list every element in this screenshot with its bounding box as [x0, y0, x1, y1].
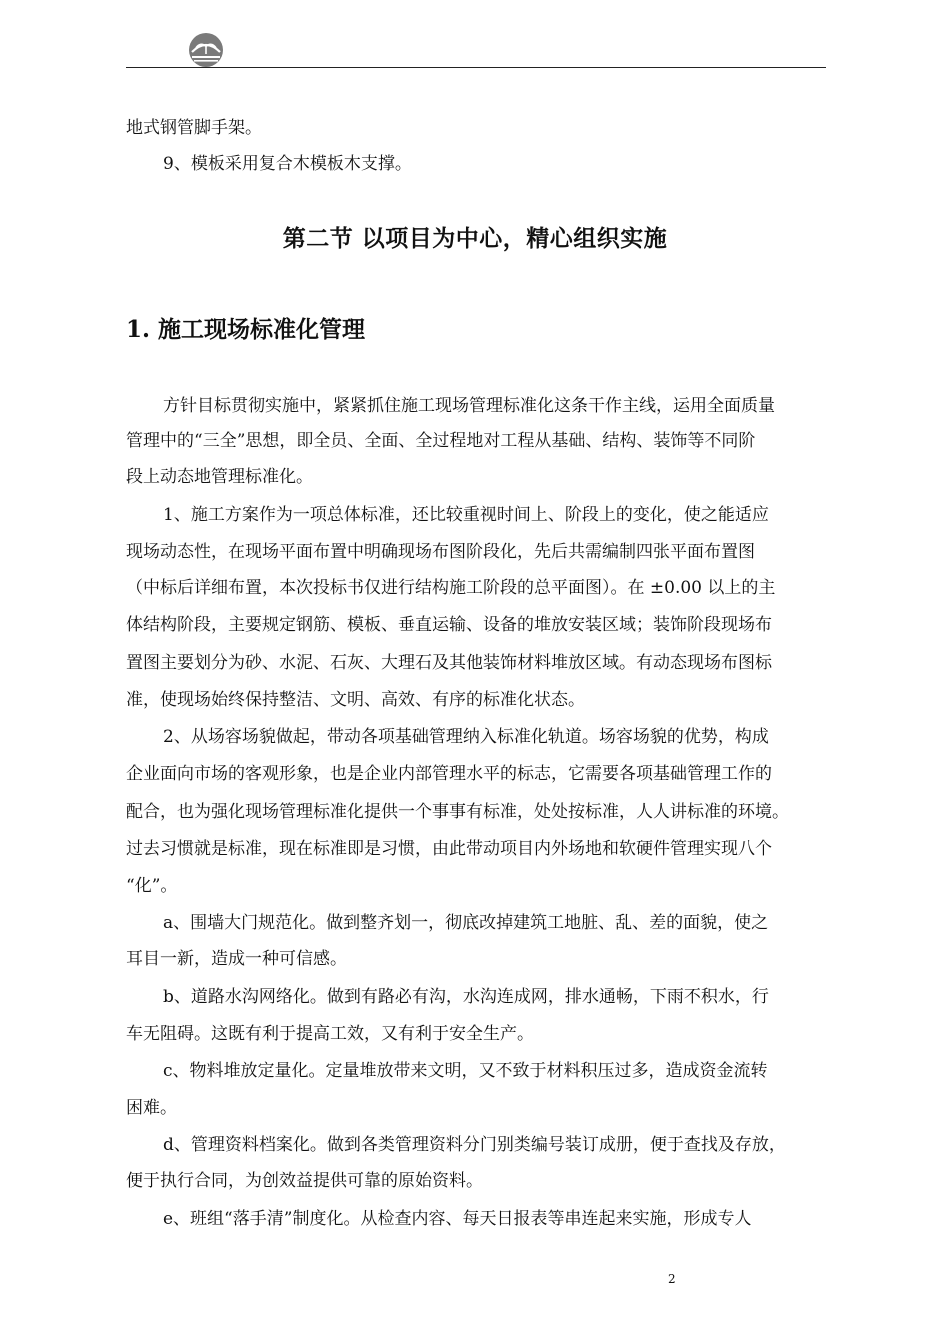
paragraph-line: 现场动态性，在现场平面布置中明确现场布图阶段化，先后共需编制四张平面布置图	[126, 542, 755, 562]
paragraph-line: 耳目一新，造成一种可信感。	[126, 949, 347, 969]
paragraph-line: 2、从场容场貌做起，带动各项基础管理纳入标准化轨道。场容场貌的优势，构成	[163, 727, 769, 747]
paragraph-line: 准，使现场始终保持整洁、文明、高效、有序的标准化状态。	[126, 690, 585, 710]
paragraph-line: 困难。	[126, 1098, 177, 1118]
paragraph-line: 方针目标贯彻实施中，紧紧抓住施工现场管理标准化这条干作主线，运用全面质量	[163, 396, 775, 416]
paragraph-line: b、道路水沟网络化。做到有路必有沟，水沟连成网，排水通畅，下雨不积水，行	[163, 987, 769, 1007]
paragraph-line: 企业面向市场的客观形象，也是企业内部管理水平的标志，它需要各项基础管理工作的	[126, 764, 772, 784]
page-number: 2	[668, 1272, 676, 1286]
paragraph-line: 置图主要划分为砂、水泥、石灰、大理石及其他装饰材料堆放区域。有动态现场布图标	[126, 653, 772, 673]
paragraph-line: “化”。	[126, 876, 178, 896]
paragraph-line: d、管理资料档案化。做到各类管理资料分门别类编号装订成册，便于查找及存放，	[163, 1135, 786, 1155]
paragraph-line: 体结构阶段，主要规定钢筋、模板、垂直运输、设备的堆放安装区域；装饰阶段现场布	[126, 615, 772, 635]
company-emblem-icon	[186, 32, 226, 68]
body-line: 9、模板采用复合木模板木支撑。	[163, 154, 412, 174]
paragraph-line: 便于执行合同，为创效益提供可靠的原始资料。	[126, 1171, 483, 1191]
paragraph-line: （中标后详细布置，本次投标书仅进行结构施工阶段的总平面图）。在 ±0.00 以上的主	[126, 578, 776, 598]
section-title: 第二节 以项目为中心，精心组织实施	[282, 226, 668, 252]
paragraph-line: 1、施工方案作为一项总体标准，还比较重视时间上、阶段上的变化，使之能适应	[163, 505, 769, 525]
paragraph-line: 管理中的“三全”思想，即全员、全面、全过程地对工程从基础、结构、装饰等不同阶	[126, 431, 756, 451]
body-line: 地式钢管脚手架。	[126, 118, 262, 138]
subsection-title: 1. 施工现场标准化管理	[126, 316, 366, 343]
paragraph-line: 车无阻碍。这既有利于提高工效，又有利于安全生产。	[126, 1024, 534, 1044]
paragraph-line: c、物料堆放定量化。定量堆放带来文明，又不致于材料积压过多，造成资金流转	[163, 1061, 768, 1081]
paragraph-line: 过去习惯就是标准，现在标准即是习惯，由此带动项目内外场地和软硬件管理实现八个	[126, 839, 772, 859]
header-rule	[126, 67, 826, 68]
paragraph-line: 配合，也为强化现场管理标准化提供一个事事有标准，处处按标准，人人讲标准的环境。	[126, 802, 789, 822]
paragraph-line: a、围墙大门规范化。做到整齐划一，彻底改掉建筑工地脏、乱、差的面貌，使之	[163, 913, 769, 933]
paragraph-line: e、班组“落手清”制度化。从检查内容、每天日报表等串连起来实施，形成专人	[163, 1209, 752, 1229]
paragraph-line: 段上动态地管理标准化。	[126, 467, 313, 487]
